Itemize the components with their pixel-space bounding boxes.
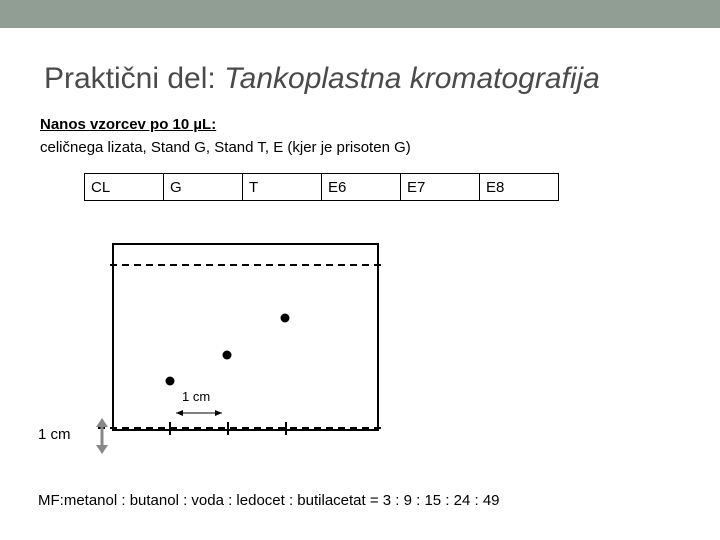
sample-spot <box>281 314 290 323</box>
sample-spot <box>223 351 232 360</box>
spacing-label: 1 cm <box>182 389 211 404</box>
lane-cell-g: G <box>164 174 243 201</box>
lane-cell-e8: E8 <box>480 174 559 201</box>
lane-cell-t: T <box>243 174 322 201</box>
lane-cell-e6: E6 <box>322 174 401 201</box>
double-arrow-icon <box>96 418 108 454</box>
title-plain: Praktični del: <box>44 62 225 95</box>
edge-distance-label: 1 cm <box>38 426 71 443</box>
spacing-arrowhead-right <box>215 410 222 416</box>
lane-cell-cl: CL <box>85 174 164 201</box>
sample-spot <box>166 377 175 386</box>
sample-list: celičnega lizata, Stand G, Stand T, E (kjer je prisoten G) <box>40 139 411 156</box>
spacing-arrowhead-left <box>176 410 183 416</box>
mobile-phase: MF:metanol : butanol : voda : ledocet : butilacetat = 3 : 9 : 15 : 24 : 49 <box>38 492 500 509</box>
application-heading: Nanos vzorcev po 10 µL: <box>40 116 217 133</box>
lane-cell-e7: E7 <box>401 174 480 201</box>
title-italic: Tankoplastna kromatografija <box>224 62 600 95</box>
tlc-plate <box>113 244 378 430</box>
